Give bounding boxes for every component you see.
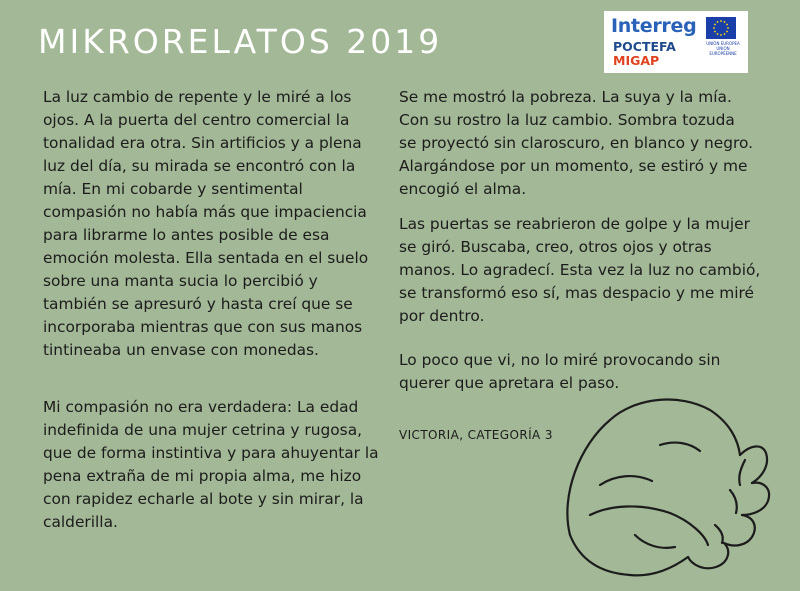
- story-line: manos. Lo agradecí. Esta vez la luz no cambió,: [399, 261, 761, 279]
- story-line: Alargándose por un momento, se estiró y me: [399, 157, 748, 175]
- story-line: tintineaba un envase con monedas.: [43, 341, 319, 359]
- author-signature: VICTORIA, CATEGORÍA 3: [399, 428, 553, 442]
- story-line: pena extraña de mi propia alma, me hizo: [43, 467, 362, 485]
- logo-brand: Interreg: [611, 15, 697, 37]
- eu-star: [714, 31, 716, 33]
- story-line: emoción molesta. Ella sentada en el suelo: [43, 249, 369, 267]
- eu-star: [717, 33, 719, 35]
- story-line: sobre una manta sucia lo percibió y: [43, 272, 318, 290]
- story-line: calderilla.: [43, 513, 118, 531]
- story-line: Lo poco que vi, no lo miré provocando sin: [399, 351, 721, 369]
- story-line: se transformó eso sí, mas despacio y me miré: [399, 284, 754, 302]
- logo-project: MIGAP: [613, 53, 660, 68]
- logo-program: POCTEFA: [613, 39, 676, 54]
- eu-label-line2: UNION EUROPÉENNE: [709, 46, 737, 56]
- eu-label-line1: UNIÓN EUROPEA: [706, 41, 740, 46]
- story-line: por dentro.: [399, 307, 485, 325]
- eu-star: [717, 21, 719, 23]
- eu-flag-icon: [706, 17, 736, 39]
- story-line: que de forma instintiva y para ahuyentar la: [43, 444, 379, 462]
- story-line: compasión no había más que impaciencia: [43, 203, 367, 221]
- story-line: Mi compasión no era verdadera: La edad: [43, 398, 359, 416]
- story-line: mía. En mi cobarde y sentimental: [43, 180, 303, 198]
- eu-star: [724, 21, 726, 23]
- eu-label: [703, 41, 743, 56]
- story-line: luz del día, su mirada se encontró con la: [43, 157, 356, 175]
- eu-star: [724, 33, 726, 35]
- story-paragraph-3: [399, 86, 753, 201]
- story-line: también se apresuró y hasta creí que se: [43, 295, 353, 313]
- open-hand-icon: [540, 385, 780, 585]
- story-paragraph-1: [43, 86, 368, 362]
- story-line: se proyectó sin claroscuro, en blanco y negro.: [399, 134, 754, 152]
- story-line: encogió el alma.: [399, 180, 527, 198]
- eu-star: [720, 34, 722, 36]
- eu-star: [726, 24, 728, 26]
- story-line: con rapidez echarle al bote y sin mirar, la: [43, 490, 364, 508]
- story-line: se giró. Buscaba, creo, otros ojos y otras: [399, 238, 712, 256]
- story-line: querer que apretara el paso.: [399, 374, 620, 392]
- story-line: para librarme lo antes posible de esa: [43, 226, 330, 244]
- interreg-logo: [604, 11, 748, 73]
- story-line: La luz cambio de repente y le miré a los: [43, 88, 352, 106]
- story-line: tonalidad era otra. Sin artificios y a plena: [43, 134, 362, 152]
- story-line: indefinida de una mujer cetrina y rugosa,: [43, 421, 363, 439]
- page-title: MIKRORELATOS 2019: [38, 22, 443, 61]
- story-line: Con su rostro la luz cambio. Sombra tozuda: [399, 111, 735, 129]
- story-line: ojos. A la puerta del centro comercial la: [43, 111, 350, 129]
- eu-star: [726, 31, 728, 33]
- story-paragraph-4: [399, 213, 760, 328]
- story-line: incorporaba mientras que con sus manos: [43, 318, 363, 336]
- eu-star: [714, 24, 716, 26]
- eu-star: [727, 27, 729, 29]
- story-paragraph-2: [43, 396, 379, 534]
- story-line: Se me mostró la pobreza. La suya y la mía.: [399, 88, 732, 106]
- story-line: Las puertas se reabrieron de golpe y la mujer: [399, 215, 750, 233]
- eu-star: [720, 20, 722, 22]
- eu-star: [713, 27, 715, 29]
